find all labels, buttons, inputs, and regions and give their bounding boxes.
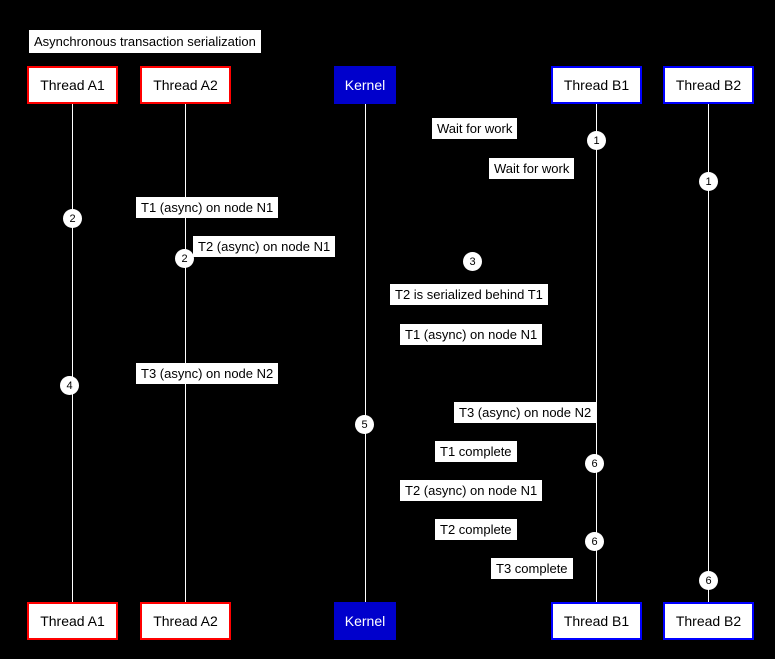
lifeline-kernel (365, 104, 366, 602)
lifeline-thread-a1 (72, 104, 73, 602)
actor-thread-b1-bottom[interactable]: Thread B1 (551, 602, 642, 640)
message-wait-for-work-b1: Wait for work (432, 118, 517, 139)
note-4-a1: 4 (60, 376, 79, 395)
note-6-b1: 6 (585, 454, 604, 473)
note-1-b2: 1 (699, 172, 718, 191)
note-3-kernel: 3 (463, 252, 482, 271)
note-2-a2: 2 (175, 249, 194, 268)
lifeline-thread-a2 (185, 104, 186, 602)
actor-thread-a2-top[interactable]: Thread A2 (140, 66, 231, 104)
message-t2-serialized-behind-t1: T2 is serialized behind T1 (390, 284, 548, 305)
actor-thread-b2-bottom[interactable]: Thread B2 (663, 602, 754, 640)
message-t3-async-n2-a1: T3 (async) on node N2 (136, 363, 278, 384)
note-6-b2: 6 (699, 571, 718, 590)
message-wait-for-work-b2: Wait for work (489, 158, 574, 179)
message-t1-complete: T1 complete (435, 441, 517, 462)
message-t3-async-n2-kernel: T3 (async) on node N2 (454, 402, 596, 423)
message-t1-async-n1-kernel: T1 (async) on node N1 (400, 324, 542, 345)
note-2-a1: 2 (63, 209, 82, 228)
actor-kernel-bottom[interactable]: Kernel (334, 602, 396, 640)
actor-thread-a2-bottom[interactable]: Thread A2 (140, 602, 231, 640)
lifeline-thread-b1 (596, 104, 597, 602)
actor-kernel-top[interactable]: Kernel (334, 66, 396, 104)
actor-thread-a1-top[interactable]: Thread A1 (27, 66, 118, 104)
message-t1-async-n1-a1: T1 (async) on node N1 (136, 197, 278, 218)
message-t3-complete: T3 complete (491, 558, 573, 579)
diagram-title: Asynchronous transaction serialization (29, 30, 261, 53)
actor-thread-b2-top[interactable]: Thread B2 (663, 66, 754, 104)
actor-thread-b1-top[interactable]: Thread B1 (551, 66, 642, 104)
actor-thread-a1-bottom[interactable]: Thread A1 (27, 602, 118, 640)
note-6-b1b: 6 (585, 532, 604, 551)
message-t2-async-n1-a2: T2 (async) on node N1 (193, 236, 335, 257)
note-1-b1: 1 (587, 131, 606, 150)
note-5-kernel: 5 (355, 415, 374, 434)
message-t2-async-n1-kernel: T2 (async) on node N1 (400, 480, 542, 501)
message-t2-complete: T2 complete (435, 519, 517, 540)
